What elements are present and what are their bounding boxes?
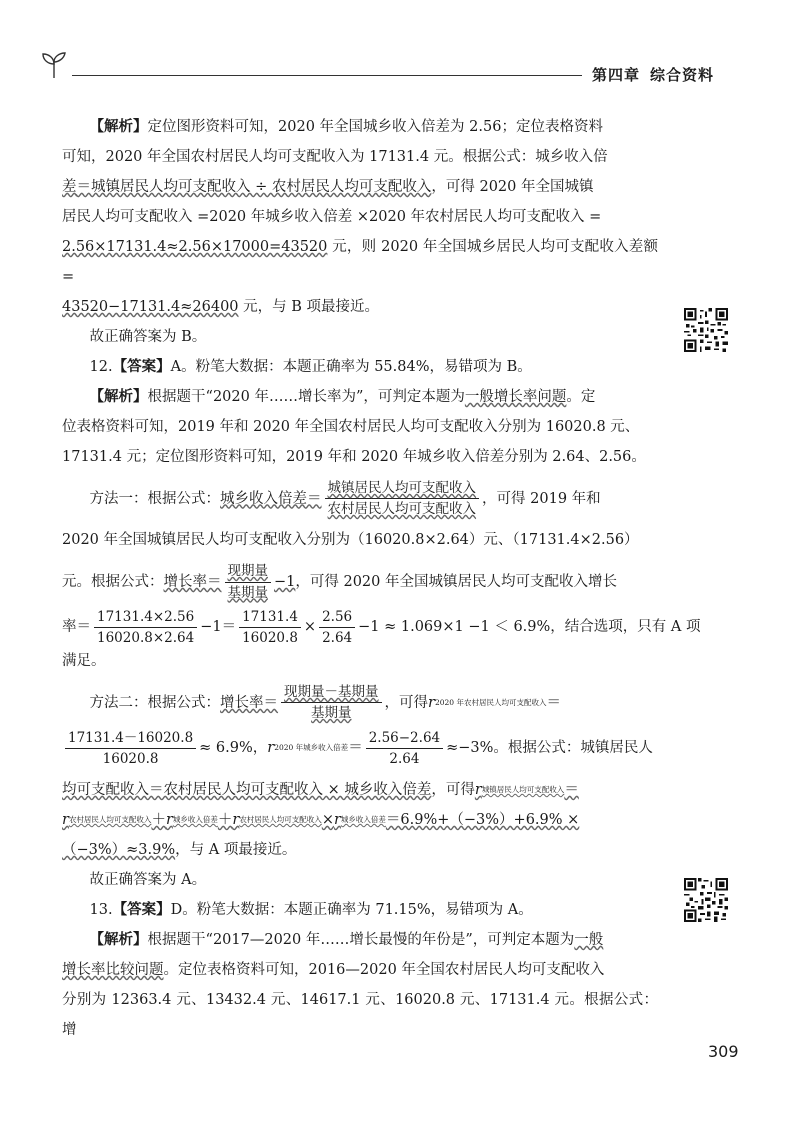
method1-line-5: 满足。 (62, 653, 106, 670)
q13-analysis-2: 增长率比较问题。定位表格资料可知，2016—2020 年全国农村居民人均可支配收入 (62, 961, 605, 978)
fraction-1: $\frac{17131.4\times 2.56}{16020.8\times 2.64}$ (94, 609, 197, 646)
method1-line-2: 2020 年全国城镇居民人均可支配收入分别为（16020.8×2.64）元、（17131.4×2.56） (62, 532, 639, 549)
q12-analysis-1: 【解析】根据题干“2020 年……增长率为”，可判定本题为一般增长率问题。定 (89, 388, 596, 405)
page-body (62, 112, 701, 1045)
leaf-icon (40, 50, 68, 84)
header-rule (72, 75, 582, 76)
q11-line-6: 43520−17131.4≈26400 元，与 B 项最接近。 (62, 299, 379, 315)
qr-code-icon[interactable] (684, 308, 728, 352)
q12-answer: 12.【答案】A。粉笔大数据：本题正确率为 55.84%，易错项为 B。 (89, 358, 532, 375)
section-label: 综合资料 (650, 66, 715, 84)
q13-analysis-3: 分别为 12363.4 元、13432.4 元、14617.1 元、16020.8 元、17131.4 元。根据公式：增 (62, 991, 658, 1038)
q12-conclusion: 故正确答案为 A。 (89, 871, 207, 888)
page-header (0, 0, 800, 90)
qr-code-icon[interactable] (684, 878, 728, 922)
fraction-4: $\frac{17131.4-16020.8}{16020.8}$ (65, 730, 196, 767)
q12-analysis-3: 17131.4 元；定位图形资料可知，2019 年和 2020 年城乡收入倍差分别为 2.64、2.56。 (62, 449, 646, 465)
fraction-5: $\frac{2.56-2.64}{2.64}$ (366, 730, 443, 767)
method2-line-3: 均可支配收入＝农村居民人均可支配收入 × 城乡收入倍差 ，可得 r 城镇居民人均可支配收入 ＝ (62, 781, 579, 798)
method2-line-4: r 农村居民人均可支配收入 ＋ r 城乡收入倍差 ＋ r 农村居民人均可支配收入 × r 城乡收入倍差 ＝6.9%+（−3%）+6.9% × (62, 811, 580, 828)
q11-line-1: 【解析】定位图形资料可知，2020 年全国城乡收入倍差为 2.56；定位表格资料 (89, 118, 603, 135)
fraction-3: $\frac{2.56}{2.64}$ (319, 609, 355, 646)
method2-line-2: $\frac{17131.4-16020.8}{16020.8}$ ≈ 6.9%， r 2020 年城乡收入倍差 ＝ $\frac{2.56-2.64}{2.64}$ ≈−3%。根据公式：城镇居民人 (62, 730, 658, 767)
fraction-2: $\frac{17131.4}{16020.8}$ (239, 609, 301, 646)
q11-line-4: 居民人均可支配收入 =2020 年城乡收入倍差 ×2020 年农村居民人均可支配收入 = (62, 209, 602, 225)
header-title (592, 64, 714, 85)
method2-formula: 方法二：根据公式： 增长率＝ $\frac{\text{现期量－基期量}}{\text{基期量}}$ ，可得 r 2020 年农村居民人均可支配收入 ＝ (89, 684, 561, 722)
page-number: 309 (708, 1042, 739, 1061)
q13-analysis-1: 【解析】根据题干“2017—2020 年……增长最慢的年份是”，可判定本题为一般 (89, 930, 604, 948)
method1-formula: 方法一：根据公式： 城乡收入倍差＝ $\frac{\text{城镇居民人均可支配收入}}{\text{农村居民人均可支配收入}}$ ，可得 2019 年和 (89, 480, 601, 518)
analysis-tag: 【解析】 (89, 118, 148, 135)
growth-fraction: $\frac{\text{现期量}}{\text{基期量}}$ (225, 563, 272, 600)
q11-conclusion: 故正确答案为 B。 (89, 329, 207, 345)
q13-answer: 13.【答案】D。粉笔大数据：本题正确率为 71.15%，易错项为 A。 (89, 900, 533, 918)
q12-analysis-2: 位表格资料可知，2019 年和 2020 年全国农村居民人均可支配收入分别为 16020.8 元、 (62, 419, 640, 435)
growth-fraction-2: $\frac{\text{现期量－基期量}}{\text{基期量}}$ (281, 684, 382, 721)
ratio-fraction: $\frac{\text{城镇居民人均可支配收入}}{\text{农村居民人均可支配收入}}$ (325, 480, 480, 517)
q11-line-5: 2.56×17131.4≈2.56×17000=43520 元，则 2020 年全国城乡居民人均可支配收入差额 = (62, 239, 658, 285)
q11-line-2: 可知，2020 年全国农村居民人均可支配收入为 17131.4 元。根据公式：城乡收入倍 (62, 149, 608, 165)
chapter-label: 第四章 (592, 66, 641, 84)
q11-line-3: 差＝城镇居民人均可支配收入 ÷ 农村居民人均可支配收入，可得 2020 年全国城镇 (62, 179, 594, 195)
method1-line-3: 元。根据公式： 增长率＝ $\frac{\text{现期量}}{\text{基期量}}$ −1 ，可得 2020 年全国城镇居民人均可支配收入增长 (62, 563, 617, 601)
method1-line-4: 率＝ $\frac{17131.4\times 2.56}{16020.8\times 2.64}$ −1＝ $\frac{17131.4}{16020.8}$ × $\frac{2.56}{2.64}$ −1 ≈ 1.069×1 −1 ＜ 6.9%，结合选项，只有 A 项 (62, 608, 701, 646)
method2-line-5: （−3%）≈3.9%，与 A 项最接近。 (62, 841, 297, 858)
